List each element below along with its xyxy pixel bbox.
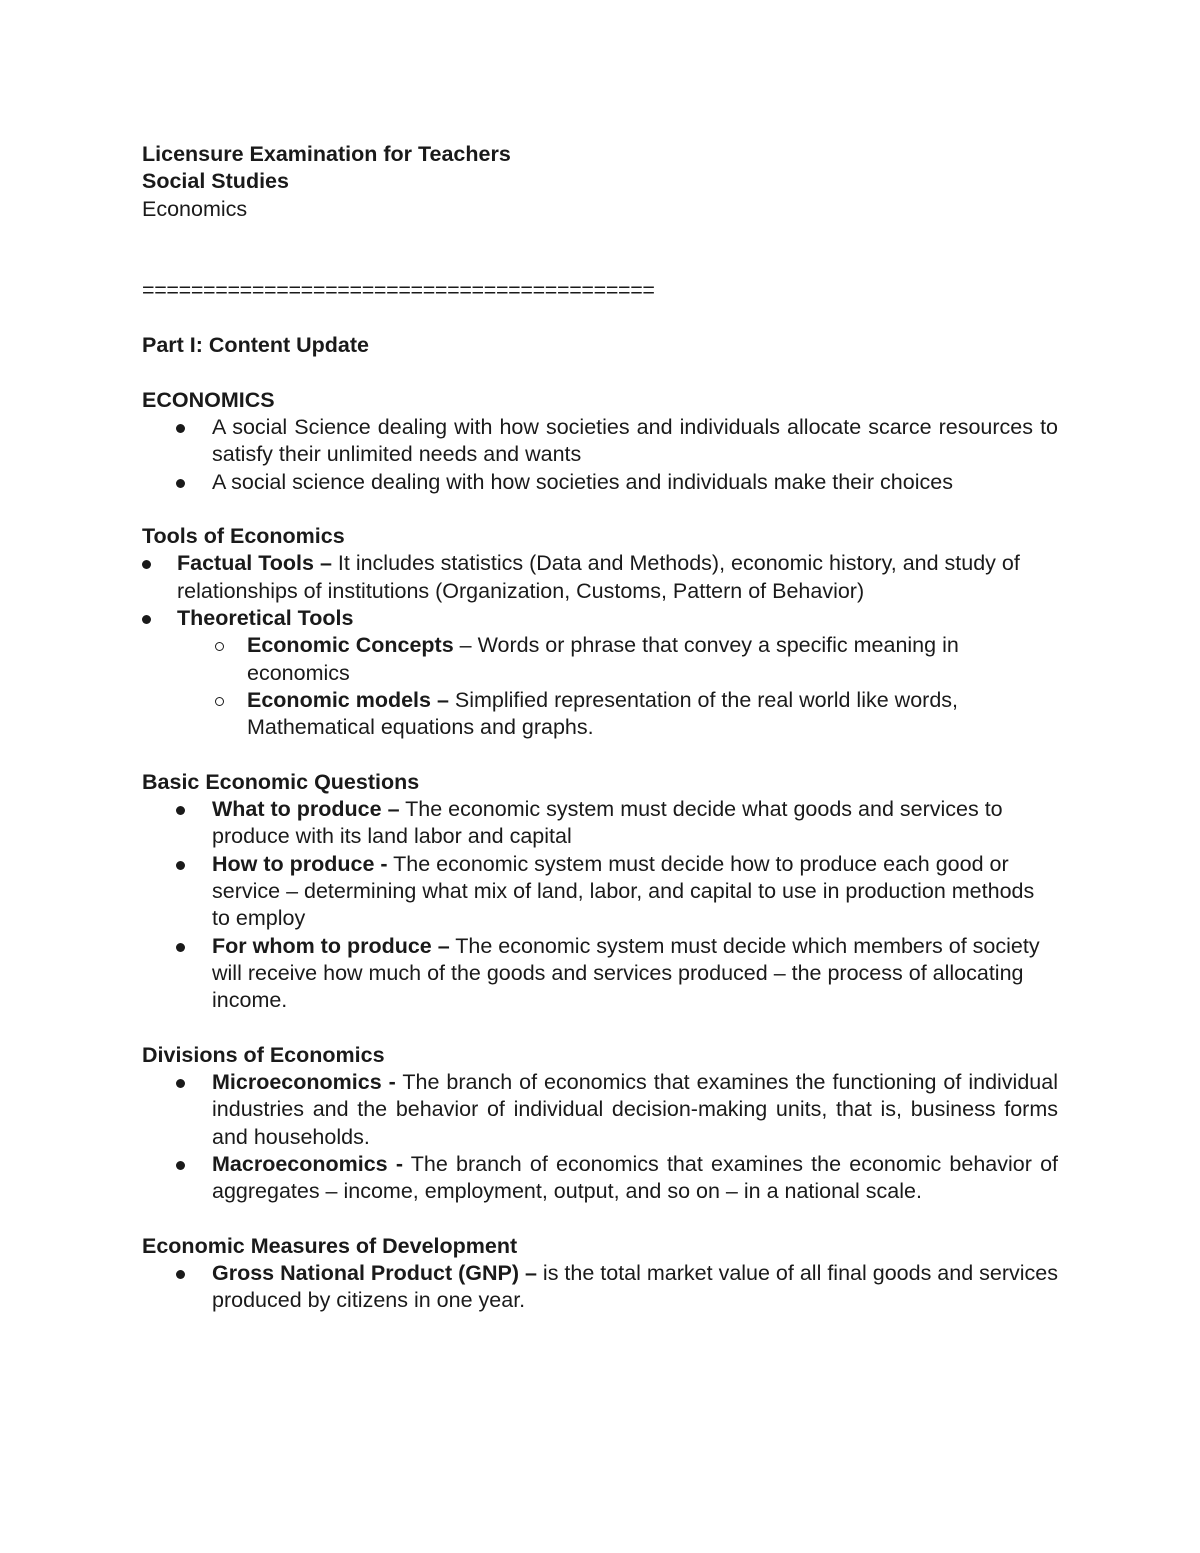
description: The economic system must decide which members of society will receive how much of the goods and services produced – the process of allocating income. [212,933,1040,1013]
description: The branch of economics that examines the economic behavior of aggregates – income, employment, output, and so on – in a national scale. [212,1151,1058,1204]
hollow-bullet-icon [215,697,224,706]
term: For whom to produce – [212,933,450,958]
term: Macroeconomics - [212,1151,403,1176]
list-item [142,605,1058,632]
list-item [142,1069,1058,1151]
sub-list-item [142,632,1058,687]
term: Gross National Product (GNP) – [212,1261,537,1286]
bullet-icon [176,861,185,870]
document-topic: Economics [142,196,248,221]
part-title: Part I: Content Update [142,333,369,358]
description: It includes statistics (Data and Methods), economic history, and study of relationships of institutions (Organization, Customs, Pattern of Behavior) [177,551,1020,603]
bullet-icon [176,806,185,815]
description: The branch of economics that examines the functioning of individual industries and the behavior of individual decision-making units, that is, business forms and households. [212,1070,1058,1149]
term: Microeconomics - [212,1070,396,1095]
bullet-icon [176,943,185,952]
term: Theoretical Tools [177,606,354,631]
document-page [142,141,1058,1315]
list-item [142,550,1058,605]
document-subject: Social Studies [142,169,289,194]
bullet-icon [176,1161,185,1170]
bullet-icon [176,479,185,488]
bullet-icon [176,1079,185,1088]
list-item: A social science dealing with how societies and individuals make their choices [142,469,1058,496]
sub-list-item [142,687,1058,742]
bullet-icon [176,1270,185,1279]
hollow-bullet-icon [215,642,224,651]
description: Simplified representation of the real world like words, Mathematical equations and graphs. [247,687,958,740]
term: Economic models – [247,687,449,712]
term: How to produce - [212,851,388,876]
description: is the total market value of all final goods and services produced by citizens in one year. [212,1261,1058,1313]
bullet-icon [176,424,185,433]
section-heading-questions: Basic Economic Questions [142,769,420,794]
description: The economic system must decide what goods and services to produce with its land labor and capital [212,797,1003,849]
section-heading-tools: Tools of Economics [142,524,345,549]
term: Factual Tools – [177,551,332,576]
list-item [142,1151,1058,1206]
list-item [142,796,1058,851]
term: Economic Concepts [247,633,454,658]
section-heading-divisions: Divisions of Economics [142,1042,385,1067]
list-item [142,1260,1058,1315]
term: What to produce – [212,797,400,822]
document-title: Licensure Examination for Teachers [142,142,511,166]
bullet-icon [142,615,151,624]
list-item: A social Science dealing with how societies and individuals allocate scarce resources to satisfy their unlimited needs and wants [142,414,1058,469]
separator-line: ========================================== [142,278,655,303]
list-item [142,851,1058,933]
description: The economic system must decide how to produce each good or service – determining what mix of land, labor, and capital to use in production methods to employ [212,851,1035,931]
list-item [142,933,1058,1015]
description: – Words or phrase that convey a specific meaning in economics [247,633,959,685]
bullet-icon [142,560,151,569]
section-heading-measures: Economic Measures of Development [142,1233,518,1258]
section-heading-economics: ECONOMICS [142,387,275,412]
